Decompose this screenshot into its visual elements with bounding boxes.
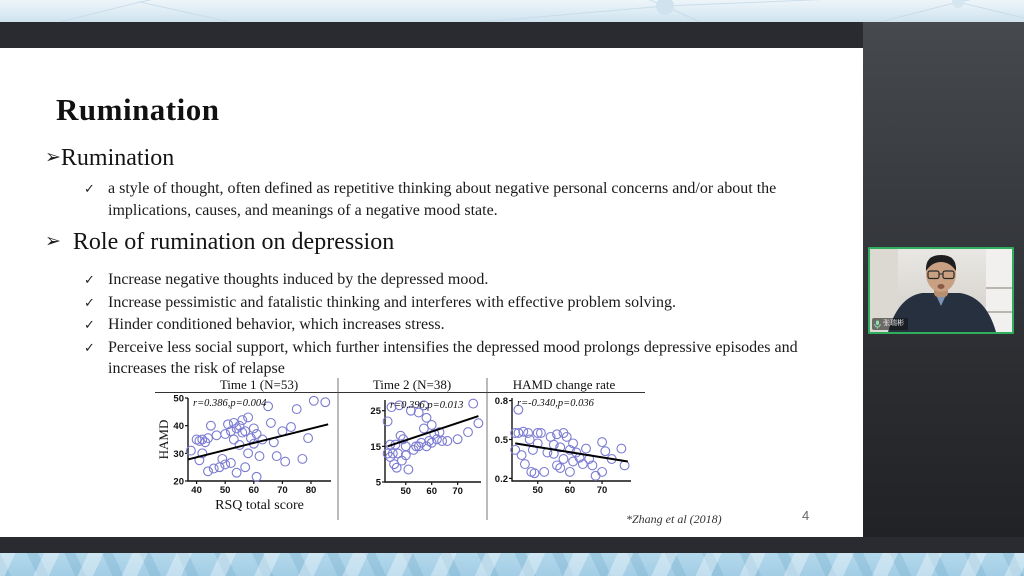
citation: *Zhang et al (2018) (626, 512, 722, 526)
page-number: 4 (802, 508, 810, 523)
list-item-text: Hinder conditioned behavior, which increases stress. (108, 316, 445, 333)
svg-text:80: 80 (305, 485, 317, 496)
svg-text:70: 70 (452, 486, 463, 497)
svg-text:40: 40 (191, 485, 202, 496)
section-heading-label: Role of rumination on depression (72, 229, 395, 255)
list-item (84, 292, 800, 314)
arrow-bullet-icon: ➢ (45, 147, 61, 168)
participant-video-thumbnail[interactable] (868, 247, 1014, 334)
section-heading-label: Rumination (60, 145, 175, 171)
scatter-figure-svg (155, 378, 645, 520)
svg-text:60: 60 (248, 485, 260, 496)
participant-name: 张瑞彬 (883, 320, 904, 327)
list-item (84, 337, 800, 380)
correlation-annotation: r=-0.340,p=0.036 (517, 398, 594, 409)
svg-text:15: 15 (370, 441, 381, 453)
slide-title: Rumination (56, 92, 220, 127)
panel-title: Time 1 (N=53) (219, 378, 299, 392)
y-axis-label: HAMD (156, 419, 171, 460)
correlation-annotation: r=0.386,p=0.004 (193, 398, 267, 409)
svg-text:40: 40 (173, 421, 184, 433)
svg-text:50: 50 (219, 485, 231, 496)
panel-title: HAMD change rate (512, 378, 616, 392)
svg-text:50: 50 (400, 486, 412, 497)
svg-text:50: 50 (532, 485, 544, 496)
x-axis-label: RSQ total score (215, 498, 304, 513)
presentation-slide (0, 48, 863, 537)
section-heading-role (45, 229, 394, 256)
check-bullet-icon: ✓ (84, 181, 95, 196)
definition-item (84, 178, 800, 221)
check-bullet-icon: ✓ (84, 317, 95, 332)
check-bullet-icon: ✓ (84, 294, 95, 310)
list-item-text: Increase pessimistic and fatalistic thinking and interferes with effective problem solving. (108, 293, 676, 311)
svg-text:30: 30 (173, 448, 184, 460)
svg-text:70: 70 (596, 485, 608, 496)
svg-text:60: 60 (564, 485, 576, 496)
check-bullet-icon: ✓ (84, 339, 95, 355)
svg-text:50: 50 (173, 393, 184, 405)
role-bullet-list (84, 269, 800, 381)
svg-text:25: 25 (370, 406, 381, 418)
definition-text: a style of thought, often defined as repetitive thinking about negative personal concerns and/or about the implications, causes, and meanings of a negative mood state. (108, 180, 777, 219)
svg-text:0.5: 0.5 (494, 435, 508, 446)
list-item (84, 269, 800, 291)
results-scatter-figure (155, 378, 645, 520)
correlation-annotation: r=0.396,p=0.013 (390, 400, 464, 411)
svg-text:0.8: 0.8 (494, 396, 508, 408)
window-chrome-bottom (0, 537, 1024, 553)
check-bullet-icon: ✓ (84, 272, 95, 287)
microphone-icon (874, 320, 881, 329)
arrow-bullet-icon: ➢ (45, 231, 61, 252)
svg-text:60: 60 (426, 486, 437, 497)
svg-text:0.2: 0.2 (494, 473, 508, 485)
svg-text:20: 20 (173, 476, 184, 488)
network-pattern-decoration (0, 0, 1024, 22)
svg-text:70: 70 (277, 485, 288, 496)
list-item (84, 314, 800, 336)
desktop-strip-bottom (0, 553, 1024, 576)
participant-name-tag (872, 318, 908, 330)
list-item-text: Perceive less social support, which further intensifies the depressed mood prolongs depressive episodes and increases the risk of relapse (108, 338, 798, 377)
svg-text:5: 5 (375, 477, 381, 489)
panel-title: Time 2 (N=38) (372, 378, 452, 392)
list-item-text: Increase negative thoughts induced by the depressed mood. (108, 271, 489, 288)
desktop-strip-top (0, 0, 1024, 22)
section-heading-rumination (45, 145, 174, 172)
